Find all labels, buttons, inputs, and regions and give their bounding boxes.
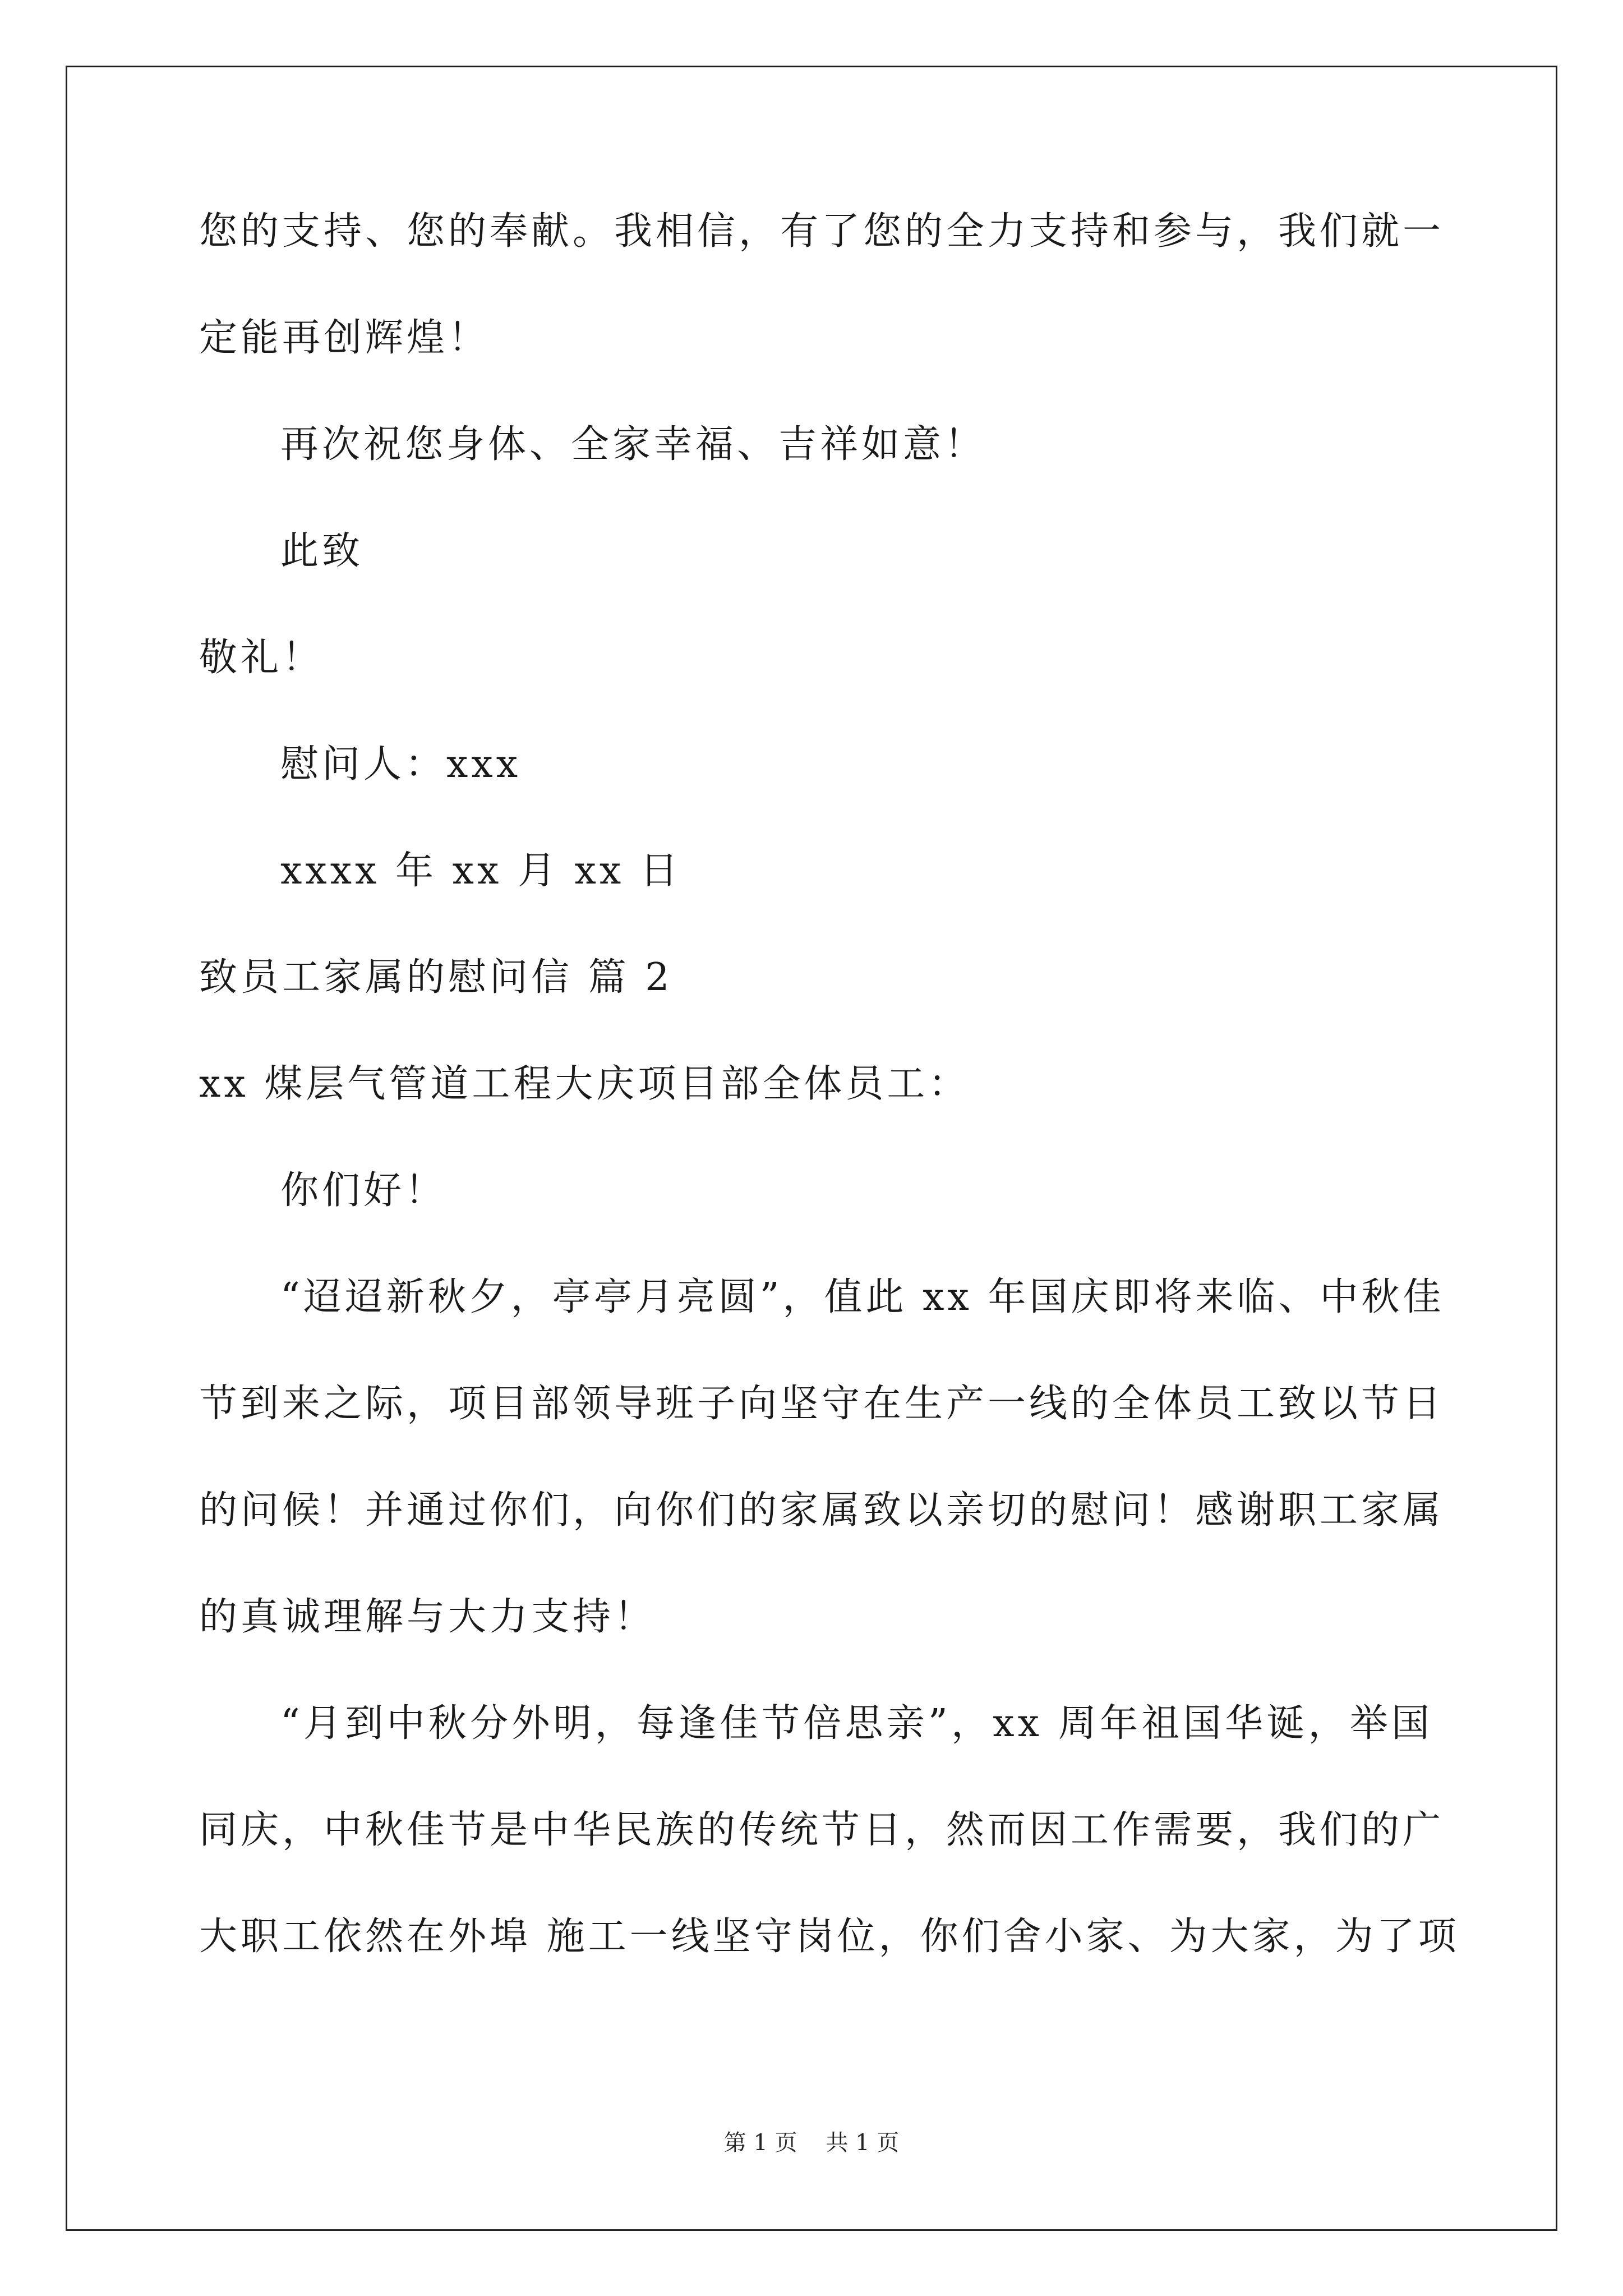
blessing-line: 再次祝您身体、全家幸福、吉祥如意！ (280, 422, 986, 467)
closing-cizhi: 此致 (280, 529, 364, 573)
body-line-13: 的问候！并通过你们，向你们的家属致以亲切的慰问！感谢职工家属 (199, 1488, 1445, 1533)
salutation-line: xx 煤层气管道工程大庆项目部全体员工： (199, 1062, 970, 1106)
page-number-footer: 第 1 页 共 1 页 (723, 2130, 900, 2156)
body-line-12: 节到来之际，项目部领导班子向坚守在生产一线的全体员工致以节日 (199, 1382, 1445, 1426)
body-line-15: “月到中秋分外明，每逢佳节倍思亲”，xx 周年祖国华诞，举国 (280, 1701, 1433, 1746)
page-border (66, 66, 1557, 2231)
body-line-14: 的真诚理解与大力支持！ (199, 1595, 656, 1639)
date-line: xxxx 年 xx 月 xx 日 (280, 849, 681, 893)
signature-line: 慰问人：xxx (280, 742, 522, 786)
section-title: 致员工家属的慰问信 篇 2 (199, 955, 673, 1000)
body-line-17: 大职工依然在外埠 施工一线坚守岗位，你们舍小家、为大家，为了项 (199, 1915, 1460, 1959)
body-line-11: “迢迢新秋夕，亭亭月亮圆”，值此 xx 年国庆即将来临、中秋佳 (280, 1275, 1445, 1319)
body-line-16: 同庆，中秋佳节是中华民族的传统节日，然而因工作需要，我们的广 (199, 1808, 1445, 1852)
greeting-line: 你们好！ (280, 1168, 447, 1213)
body-line-2: 定能再创辉煌！ (199, 316, 490, 360)
body-line-1: 您的支持、您的奉献。我相信，有了您的全力支持和参与，我们就一 (199, 209, 1445, 254)
closing-jingli: 敬礼！ (199, 636, 324, 680)
